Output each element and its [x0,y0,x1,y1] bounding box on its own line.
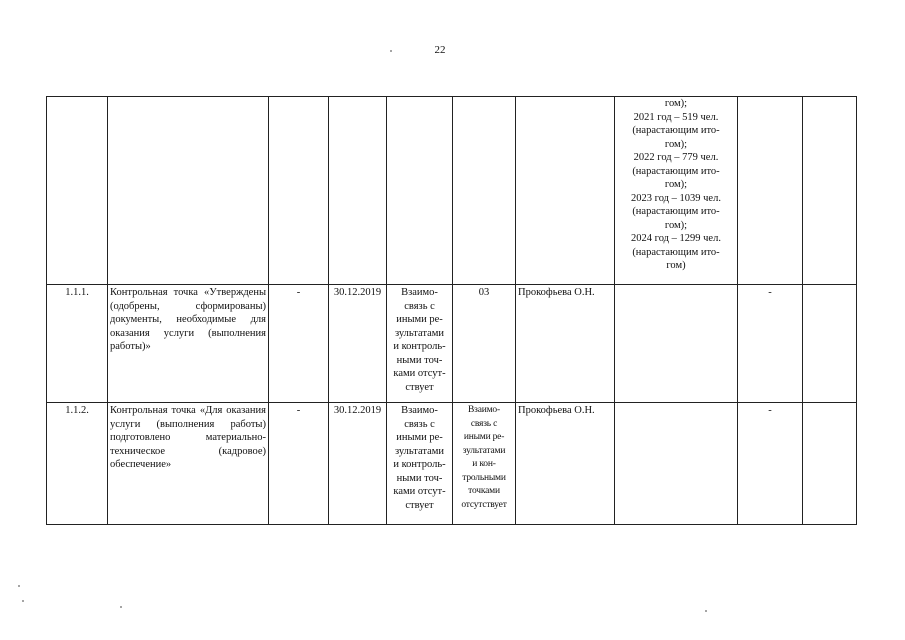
row-name: Контрольная точка «Для оказания услуги (выполнения работы) подготовлено материально-техническое (кадровое) обеспечение» [108,403,269,525]
plan-table [46,96,857,525]
cont-num-cell [47,97,108,285]
cont-level-cell [738,97,803,285]
scan-speck [390,50,392,52]
continuation-row [47,97,857,285]
progress-line: (нарастающим ито- [632,246,720,258]
progress-line: 2022 год – 779 чел. [633,152,719,163]
progress-line: гом) [666,260,686,271]
row-predecessor: Взаимо- связь с иными ре- зультатами и контроль- ными точ- ками отсут- ствует [387,403,453,525]
row-level: - [738,285,803,403]
progress-line: гом); [664,179,688,190]
progress-line: 2021 год – 519 чел. [633,111,719,123]
row-start-date: - [269,285,329,403]
row-start-date: - [269,403,329,525]
cont-end-cell [329,97,387,285]
scan-speck [22,600,24,602]
progress-line: 2024 год – 1299 чел. [631,233,721,244]
progress-line: (нарастающим ито- [632,125,720,136]
row-end-date: 30.12.2019 [329,403,387,525]
row-number: 1.1.1. [47,285,108,403]
row-name: Контрольная точка «Утверждены (одобрены, сформированы) документы, необходимые для оказания услуги (выполнения работы)» [108,285,269,403]
cont-predecessor-cell [387,97,453,285]
row-predecessor: Взаимо- связь с иными ре- зультатами и контроль- ными точ- ками отсут- ствует [387,285,453,403]
cont-responsible-cell [516,97,615,285]
row-extra [803,285,857,403]
scan-speck [120,606,122,608]
row-responsible: Прокофьева О.Н. [516,403,615,525]
scan-speck [705,610,707,612]
progress-line: гом); [664,98,688,109]
cont-extra-cell [803,97,857,285]
row-responsible: Прокофьева О.Н. [516,285,615,403]
cont-name-cell [108,97,269,285]
row-level: - [738,403,803,525]
row-result [615,403,738,525]
table-row [47,403,857,525]
progress-line: (нарастающим ито- [632,206,720,217]
table-row [47,285,857,403]
scan-speck [18,585,20,587]
progress-line: (нарастающим ито- [632,165,720,177]
cont-successor-cell [453,97,516,285]
row-result [615,285,738,403]
progress-line: гом); [664,138,688,150]
row-number: 1.1.2. [47,403,108,525]
progress-line: гом); [664,219,688,231]
row-end-date: 30.12.2019 [329,285,387,403]
row-extra [803,403,857,525]
cont-result-cell [615,97,738,285]
cont-start-cell [269,97,329,285]
progress-line: 2023 год – 1039 чел. [631,192,721,204]
row-successor: Взаимо- связь с иными ре- зультатами и кон- трольными точками отсутствует [453,403,516,525]
page-number: 22 [434,44,446,56]
row-successor: 03 [453,285,516,403]
